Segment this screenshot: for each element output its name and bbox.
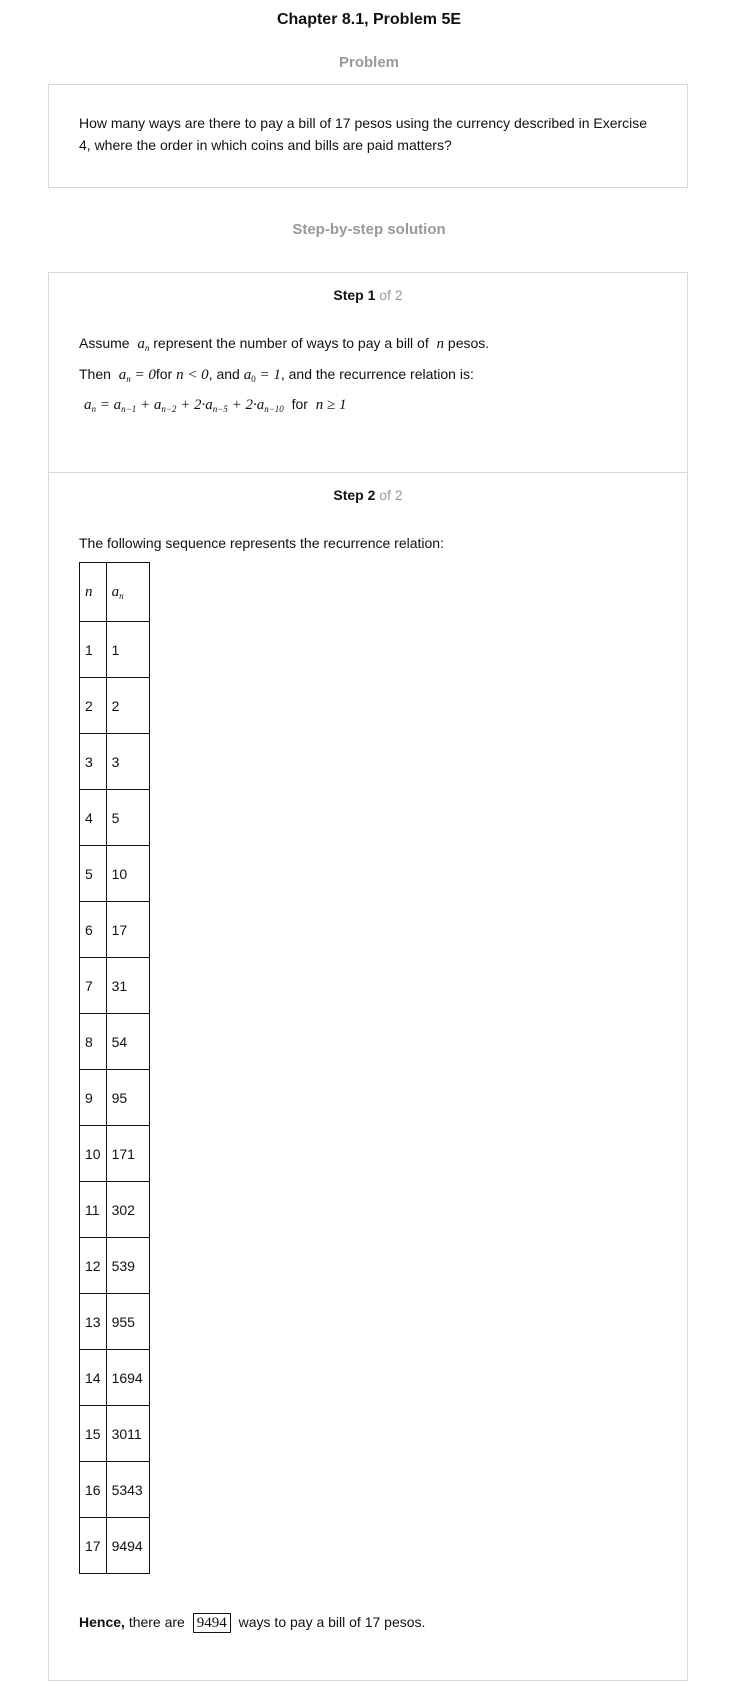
step-1-count: of 2	[379, 287, 403, 303]
table-row	[80, 622, 150, 678]
a0-formula: $a_0 = 1$	[243, 367, 281, 384]
table-cell-an: 10	[106, 846, 149, 902]
table-cell-n: 14	[80, 1350, 107, 1406]
table-row	[80, 1182, 150, 1238]
table-cell-an: 5	[106, 790, 149, 846]
for-text: for	[155, 366, 173, 382]
and-text: , and	[208, 366, 240, 382]
page-title: Chapter 8.1, Problem 5E	[276, 11, 462, 28]
table-row	[80, 1350, 150, 1406]
table-cell-an: 3	[106, 734, 149, 790]
table-cell-n: 5	[80, 846, 107, 902]
n-ge-1-formula: n ≥ 1	[315, 397, 347, 413]
table-cell-an: 5343	[106, 1462, 149, 1518]
table-header-an: $a_n$	[106, 563, 149, 622]
pesos-text: pesos.	[447, 335, 490, 351]
step-1-label: Step 1	[333, 287, 376, 303]
table-cell-an: 31	[106, 958, 149, 1014]
table-cell-an: 1	[106, 622, 149, 678]
step-1-line-2	[79, 366, 474, 384]
table-cell-an: 9494	[106, 1518, 149, 1574]
table-cell-an: 2	[106, 678, 149, 734]
table-row	[80, 1518, 150, 1574]
step-divider	[49, 472, 687, 473]
table-cell-n: 6	[80, 902, 107, 958]
step-1-header	[49, 287, 687, 303]
table-cell-n: 3	[80, 734, 107, 790]
table-cell-n: 7	[80, 958, 107, 1014]
step-2-count: of 2	[379, 487, 403, 503]
an-zero-formula: $a_n = 0$	[118, 367, 156, 384]
table-row	[80, 678, 150, 734]
conclusion-tail: ways to pay a bill of 17 pesos.	[238, 1614, 426, 1630]
table-header-n: n	[80, 563, 107, 622]
problem-text: How many ways are there to pay a bill of 17 pesos using the currency described in Exercise 4, where the order in which coins and bills are paid matters?	[79, 115, 648, 153]
table-row	[80, 734, 150, 790]
table-row	[80, 846, 150, 902]
recurrence-intro-text: , and the recurrence relation is:	[280, 366, 474, 382]
table-cell-n: 1	[80, 622, 107, 678]
table-cell-an: 3011	[106, 1406, 149, 1462]
table-cell-n: 8	[80, 1014, 107, 1070]
problem-box	[48, 84, 688, 188]
recurrence-formula: $a_n = a_{n-1} + a_{n-2} + 2\cdot a_{n-5} + 2\cdot a_{n-10}$	[84, 397, 284, 414]
table-cell-n: 4	[80, 790, 107, 846]
conclusion-line	[79, 1613, 425, 1633]
table-cell-an: 17	[106, 902, 149, 958]
answer-box: 9494	[193, 1613, 231, 1633]
assume-text: Assume	[79, 335, 130, 351]
table-cell-an: 539	[106, 1238, 149, 1294]
table-header-row	[80, 563, 150, 622]
solution-box	[48, 272, 688, 1681]
step-1-line-1	[79, 335, 489, 353]
table-cell-an: 54	[106, 1014, 149, 1070]
n-symbol: n	[436, 336, 445, 352]
table-row	[80, 1126, 150, 1182]
table-row	[80, 1294, 150, 1350]
table-cell-n: 17	[80, 1518, 107, 1574]
table-cell-n: 13	[80, 1294, 107, 1350]
table-cell-n: 16	[80, 1462, 107, 1518]
table-row	[80, 1406, 150, 1462]
table-cell-n: 9	[80, 1070, 107, 1126]
for-text-2: for	[291, 396, 308, 412]
table-cell-n: 2	[80, 678, 107, 734]
solution-heading: Step-by-step solution	[292, 221, 446, 238]
table-cell-an: 302	[106, 1182, 149, 1238]
sequence-table	[79, 562, 150, 1574]
table-row	[80, 1462, 150, 1518]
then-text: Then	[79, 366, 111, 382]
step-1-line-3	[84, 396, 346, 414]
table-cell-an: 1694	[106, 1350, 149, 1406]
problem-heading: Problem	[338, 54, 399, 71]
table-row	[80, 902, 150, 958]
table-cell-an: 171	[106, 1126, 149, 1182]
step-2-header	[49, 487, 687, 503]
table-row	[80, 1014, 150, 1070]
an-symbol: $a_n$	[137, 336, 150, 353]
table-row	[80, 1238, 150, 1294]
table-cell-n: 12	[80, 1238, 107, 1294]
table-row	[80, 790, 150, 846]
table-cell-an: 95	[106, 1070, 149, 1126]
step-2-label: Step 2	[333, 487, 376, 503]
table-row	[80, 1070, 150, 1126]
n-negative-formula: n < 0	[176, 367, 209, 383]
hence-text: Hence,	[79, 1614, 125, 1630]
there-are-text: there are	[128, 1614, 185, 1630]
table-row	[80, 958, 150, 1014]
step-2-intro: The following sequence represents the recurrence relation:	[79, 535, 444, 551]
table-cell-an: 955	[106, 1294, 149, 1350]
table-cell-n: 11	[80, 1182, 107, 1238]
table-cell-n: 10	[80, 1126, 107, 1182]
represent-text: represent the number of ways to pay a bill of	[153, 335, 429, 351]
table-cell-n: 15	[80, 1406, 107, 1462]
